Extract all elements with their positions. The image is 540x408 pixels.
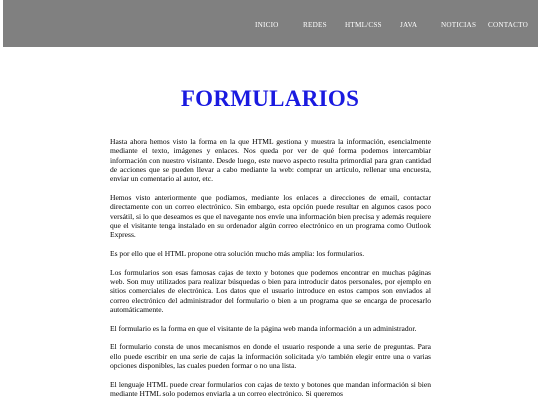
nav-link-java[interactable]: JAVA: [400, 21, 418, 29]
nav-link-redes[interactable]: REDES: [303, 21, 327, 29]
paragraph: El formulario consta de unos mecanismos en donde el usuario responde a una serie de preguntas. Para ello puede escribir en una serie de cajas la información solicitada y/o también elegir entre una o varias opciones disponibles, las cuales pueden formar o no una lista.: [110, 342, 431, 371]
article-body: [110, 137, 431, 408]
main-nav: [3, 21, 538, 33]
nav-link-html-css[interactable]: HTML/CSS: [345, 21, 382, 29]
paragraph: Es por ello que el HTML propone otra solución mucho más amplia: los formularios.: [110, 249, 365, 259]
top-navigation-bar: [3, 0, 538, 47]
paragraph: Hemos visto anteriormente que podíamos, mediante los enlaces a direcciones de email, contactar directamente con un correo electrónico. Sin embargo, esta opción puede resultar en algunos casos poco versátil, si lo que deseamos es que el navegante nos envíe una información bien precisa y además requiere que el visitante tenga instalado en su ordenador algún correo electrónico en un programa como Outlook Express.: [110, 193, 431, 240]
paragraph: El lenguaje HTML puede crear formularios con cajas de texto y botones que mandan información si bien mediante HTML solo podemos enviarla a un correo electrónico. Si queremos: [110, 379, 431, 398]
paragraph: El formulario es la forma en que el visitante de la página web manda información a un administrador.: [110, 323, 417, 333]
paragraph: Hasta ahora hemos visto la forma en la que HTML gestiona y muestra la información, esencialmente mediante el texto, imágenes y enlaces. Nos queda por ver de qué forma podemos intercambiar información con nuestro visitante. Desde luego, este nuevo aspecto resulta primordial para gran cantidad de acciones que se pueden llevar a cabo mediante la web: comprar un artículo, rellenar una encuesta, enviar un comentario al autor, etc.: [110, 137, 431, 184]
nav-link-noticias[interactable]: NOTICIAS: [441, 21, 477, 29]
nav-link-contacto[interactable]: CONTACTO: [488, 21, 529, 29]
nav-link-inicio[interactable]: INICIO: [255, 21, 279, 29]
page-title: FORMULARIOS: [180, 86, 360, 111]
paragraph: Los formularios son esas famosas cajas de texto y botones que podemos encontrar en muchas páginas web. Son muy utilizados para realizar búsquedas o bien para introducir datos personales, por ejemplo en sitios comerciales de electrónica. Los datos que el usuario introduce en estos campos son enviados al correo electrónico del administrador del formulario o bien a un programa que se encarga de procesarlo automáticamente.: [110, 267, 431, 315]
